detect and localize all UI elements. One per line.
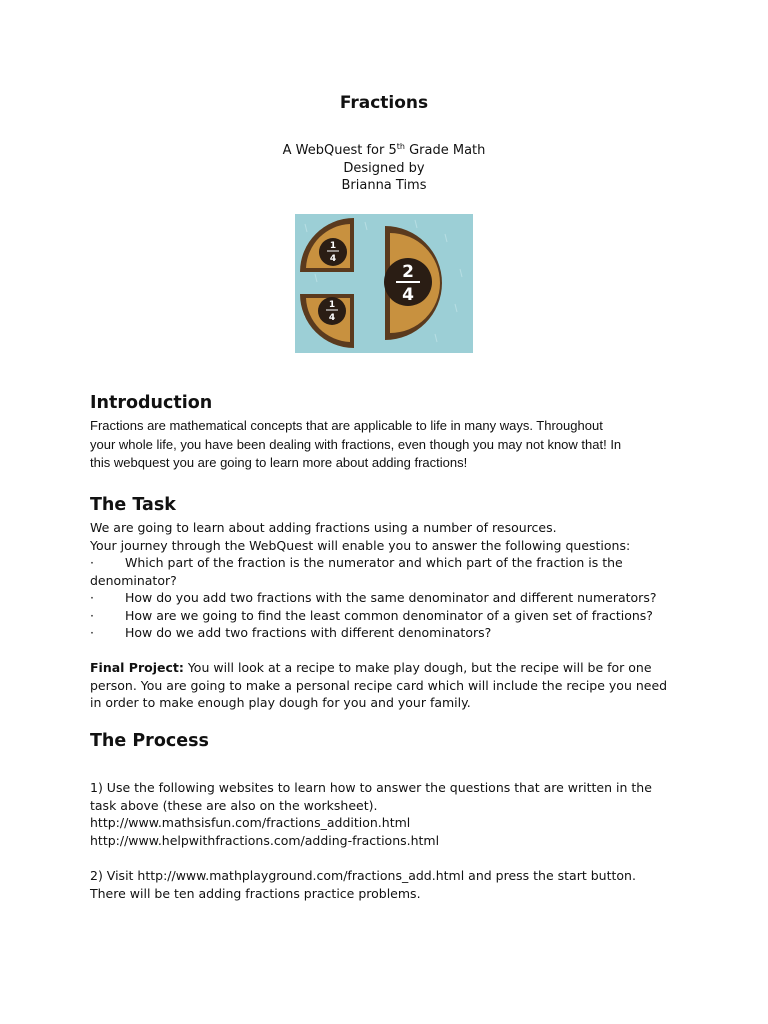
subtitle-line	[0, 142, 768, 160]
document-title: Fractions	[339, 93, 429, 113]
final-project-line	[90, 659, 690, 677]
task-question	[90, 589, 690, 607]
task-line: Your journey through the WebQuest will enable you to answer the following questions:	[90, 537, 631, 553]
intro-line: this webquest you are going to learn more about adding fractions!	[90, 455, 468, 470]
process-line: There will be ten adding fractions practice problems.	[90, 885, 421, 901]
task-question	[90, 624, 690, 642]
task-line: We are going to learn about adding fractions using a number of resources.	[90, 520, 557, 535]
intro-line: Fractions are mathematical concepts that are applicable to life in many ways. Throughout	[90, 418, 603, 433]
final-project-paragraph	[90, 659, 690, 712]
final-project-label: Final Project:	[90, 660, 184, 675]
bullet-dot: ·	[90, 555, 94, 570]
final-project-line: person. You are going to make a personal recipe card which will include the recipe you need	[90, 677, 668, 693]
subtitle-prefix: A WebQuest for 5	[282, 143, 397, 158]
question-text: How do we add two fractions with different denominators?	[125, 625, 492, 640]
bullet-dot: ·	[90, 607, 94, 623]
question-text: How do you add two fractions with the same denominator and different numerators?	[125, 590, 657, 605]
author-name: Brianna Tims	[341, 178, 427, 193]
process-line: 2) Visit http://www.mathplayground.com/fractions_add.html and press the start button.	[90, 868, 636, 883]
process-step-1	[90, 779, 690, 849]
subtitle-superscript: th	[396, 142, 405, 151]
quarter-top-denominator: 4	[329, 254, 337, 264]
document-subtitle	[0, 142, 768, 195]
question-text: How are we going to find the least common denominator of a given set of fractions?	[125, 607, 653, 623]
task-question	[90, 554, 690, 589]
designed-by-label: Designed by	[343, 160, 425, 176]
final-project-text: You will look at a recipe to make play dough, but the recipe will be for one	[183, 660, 652, 675]
fraction-pie-illustration	[295, 214, 473, 353]
half-numerator: 2	[402, 262, 414, 282]
intro-line: your whole life, you have been dealing with fractions, even though you may not know that! In	[90, 436, 622, 452]
introduction-text	[90, 417, 690, 473]
resource-link[interactable]: http://www.mathsisfun.com/fractions_addition.html	[90, 815, 411, 830]
bullet-dot: ·	[90, 590, 94, 605]
process-line: task above (these are also on the worksheet).	[90, 797, 378, 813]
task-question	[90, 607, 690, 625]
task-section	[90, 519, 690, 642]
process-heading: The Process	[90, 731, 209, 751]
bullet-dot: ·	[90, 625, 94, 640]
process-step-2	[90, 867, 690, 902]
half-denominator: 4	[402, 285, 414, 305]
subtitle-suffix: Grade Math	[404, 143, 486, 158]
quarter-top-numerator: 1	[329, 241, 337, 251]
quarter-bottom-denominator: 4	[328, 313, 336, 323]
process-line: 1) Use the following websites to learn how to answer the questions that are written in the	[90, 780, 652, 795]
final-project-line: in order to make enough play dough for you and your family.	[90, 695, 471, 710]
introduction-heading: Introduction	[90, 393, 213, 413]
resource-link[interactable]: http://www.helpwithfractions.com/adding-fractions.html	[90, 832, 440, 848]
pie-illustration-svg	[295, 214, 473, 353]
task-heading: The Task	[90, 495, 176, 515]
quarter-bottom-numerator: 1	[328, 300, 336, 310]
question-text: Which part of the fraction is the numerator and which part of the fraction is the denominator?	[90, 555, 623, 588]
